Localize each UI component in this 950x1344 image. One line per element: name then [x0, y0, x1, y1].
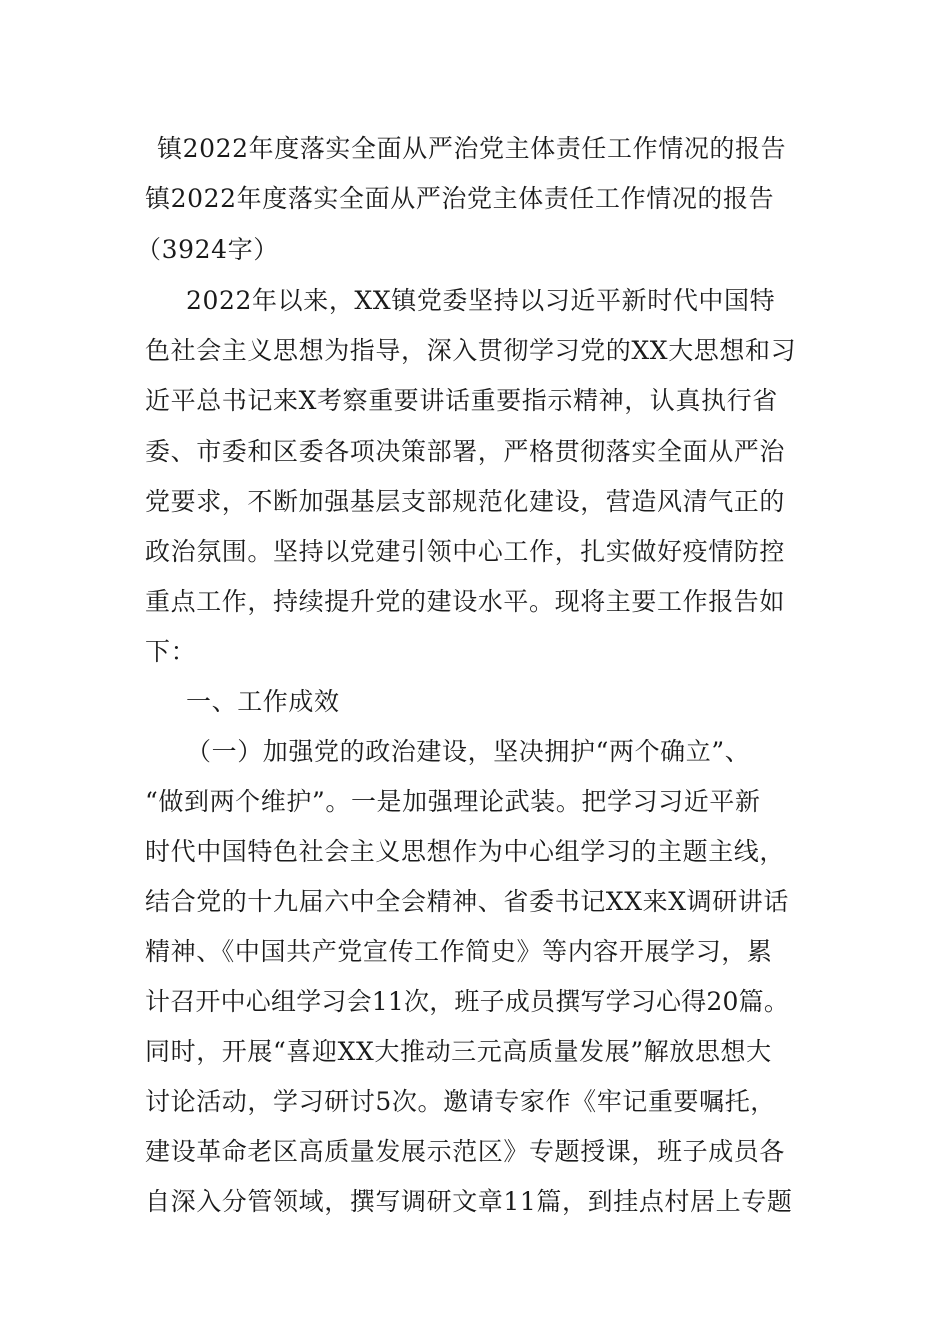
- body-line: 精神、《中国共产党宣传工作简史》等内容开展学习，累: [145, 937, 773, 966]
- body-line: 委、市委和区委各项决策部署，严格贯彻落实全面从严治: [145, 437, 786, 466]
- document-title: 镇2022年度落实全面从严治党主体责任工作情况的报告: [157, 134, 787, 163]
- body-line: 色社会主义思想为指导，深入贯彻学习党的XX大思想和习: [145, 336, 797, 365]
- section-heading: 一、工作成效: [186, 687, 340, 716]
- body-line: 建设革命老区高质量发展示范区》专题授课，班子成员各: [145, 1137, 786, 1166]
- body-line: 下：: [145, 637, 197, 666]
- document-subtitle-line-2: （3924字）: [136, 235, 279, 264]
- body-line: 政治氛围。坚持以党建引领中心工作，扎实做好疫情防控: [145, 537, 786, 566]
- body-line: 自深入分管领域，撰写调研文章11篇，到挂点村居上专题: [145, 1187, 793, 1216]
- body-line: 党要求，不断加强基层支部规范化建设，营造风清气正的: [145, 487, 786, 516]
- body-line: 同时，开展“喜迎XX大推动三元高质量发展”解放思想大: [145, 1037, 772, 1066]
- body-line: 2022年以来，XX镇党委坚持以习近平新时代中国特: [186, 286, 776, 315]
- body-line: 计召开中心组学习会11次，班子成员撰写学习心得20篇。: [145, 987, 790, 1016]
- document-subtitle-line-1: 镇2022年度落实全面从严治党主体责任工作情况的报告: [145, 184, 775, 213]
- body-line: 重点工作，持续提升党的建设水平。现将主要工作报告如: [145, 587, 786, 616]
- body-line: 时代中国特色社会主义思想作为中心组学习的主题主线，: [145, 837, 786, 866]
- body-line: “做到两个维护”。一是加强理论武装。把学习习近平新: [145, 787, 761, 816]
- body-line: 近平总书记来X考察重要讲话重要指示精神，认真执行省: [145, 386, 778, 415]
- body-line: 结合党的十九届六中全会精神、省委书记XX来X调研讲话: [145, 887, 789, 916]
- body-line: 讨论活动，学习研讨5次。邀请专家作《牢记重要嘱托，: [145, 1087, 776, 1116]
- body-line: （一）加强党的政治建设，坚决拥护“两个确立”、: [186, 737, 751, 766]
